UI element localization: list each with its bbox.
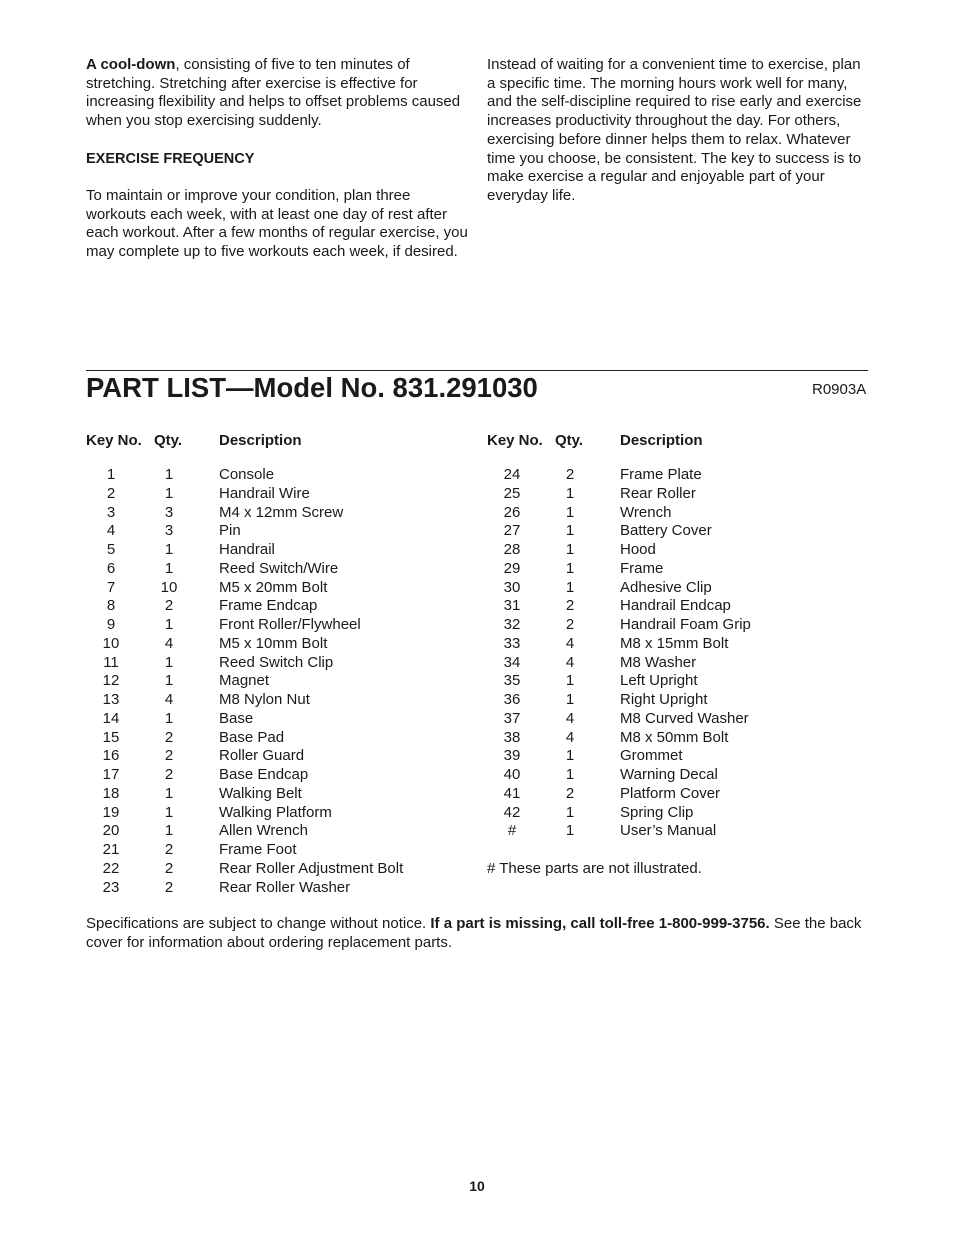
description-cell: Grommet — [620, 747, 683, 765]
key-no-cell: 9 — [106, 616, 116, 633]
qty-cell: 1 — [164, 559, 174, 577]
qty-cell: 1 — [164, 803, 174, 821]
qty-cell: 1 — [164, 709, 174, 727]
key-no-cell: 10 — [102, 634, 120, 652]
description-cell: Walking Belt — [219, 784, 302, 802]
frequency-paragraph: To maintain or improve your condition, plan three workouts each week, with at least one day of rest after each workout. After a few months of regular exercise, you may complete up to five workouts each week, if desired. — [86, 186, 468, 260]
qty-cell: 4 — [565, 728, 575, 746]
key-no-cell: 6 — [106, 559, 116, 577]
qty-cell: 1 — [164, 653, 174, 671]
description-cell: Allen Wrench — [219, 822, 308, 840]
qty-cell: 1 — [565, 691, 575, 708]
key-no-cell: 29 — [503, 559, 521, 577]
description-cell: Console — [219, 466, 275, 483]
qty-cell: 1 — [164, 616, 174, 633]
key-no-cell: 3 — [106, 503, 116, 521]
qty-cell: 2 — [164, 597, 174, 615]
description-cell: Frame Foot — [219, 841, 297, 858]
qty-cell: 1 — [565, 672, 575, 690]
key-no-cell: 15 — [102, 728, 120, 746]
key-no-cell: 8 — [106, 597, 116, 615]
qty-cell: 1 — [565, 484, 575, 502]
key-no-cell: 19 — [102, 803, 120, 821]
qty-cell: 4 — [565, 653, 575, 671]
description-cell: Warning Decal — [620, 766, 718, 783]
key-no-cell: 21 — [102, 841, 120, 858]
part-list-title: PART LIST—Model No. 831.291030 — [86, 372, 538, 403]
description-cell: Battery Cover — [620, 522, 712, 540]
not-illustrated-note: # These parts are not illustrated. — [487, 860, 702, 877]
description-cell: M8 x 50mm Bolt — [620, 728, 729, 746]
description-cell: Platform Cover — [620, 784, 721, 802]
qty-cell: 2 — [565, 616, 575, 633]
description-cell: M4 x 12mm Screw — [219, 503, 344, 521]
qty-cell: 1 — [565, 541, 575, 558]
key-no-cell: 28 — [503, 541, 521, 558]
key-no-cell: 27 — [503, 522, 521, 540]
description-cell: Frame — [620, 559, 664, 577]
key-no-cell: 13 — [102, 691, 120, 708]
key-no-cell: 20 — [102, 822, 120, 840]
key-no-cell: 4 — [106, 522, 116, 540]
description-cell: Magnet — [219, 672, 270, 690]
description-cell: M8 Washer — [620, 653, 697, 671]
key-no-cell: 32 — [503, 616, 521, 633]
description-cell: Reed Switch Clip — [219, 653, 334, 671]
key-no-cell: 41 — [503, 784, 521, 802]
cooldown-text: , consisting of five to ten minutes of stretching. Stretching after exercise is effective for increasing flexibility and helps to offset problems caused when you stop exercising suddenly. — [86, 56, 461, 130]
key-no-cell: 38 — [503, 728, 521, 746]
key-no-cell: 35 — [503, 672, 521, 690]
exercise-frequency-heading: EXERCISE FREQUENCY — [86, 150, 255, 167]
key-no-cell: 40 — [503, 766, 521, 783]
qty-cell: 3 — [164, 503, 174, 521]
key-no-cell: 26 — [503, 503, 521, 521]
qty-cell: 2 — [565, 784, 575, 802]
key-no-cell: 36 — [503, 691, 521, 708]
qty-cell: 2 — [565, 466, 575, 483]
key-no-cell: 31 — [503, 597, 521, 615]
description-cell: User’s Manual — [620, 822, 717, 840]
key-no-cell: 17 — [102, 766, 120, 783]
qty-cell: 3 — [164, 522, 174, 540]
qty-cell: 1 — [565, 578, 575, 596]
key-no-cell: # — [507, 822, 517, 840]
description-cell: Handrail — [219, 541, 275, 558]
key-no-cell: 42 — [503, 803, 521, 821]
key-no-cell: 25 — [503, 484, 521, 502]
qty-cell: 4 — [164, 634, 174, 652]
qty-cell: 10 — [160, 578, 178, 596]
key-no-cell: 7 — [106, 578, 116, 596]
key-no-cell: 33 — [503, 634, 521, 652]
description-cell: Adhesive Clip — [620, 578, 712, 596]
description-header: Description — [219, 432, 302, 449]
qty-cell: 1 — [164, 822, 174, 840]
description-cell: M8 x 15mm Bolt — [620, 634, 729, 652]
key-no-cell: 18 — [102, 784, 120, 802]
description-cell: M5 x 20mm Bolt — [219, 578, 328, 596]
description-cell: Hood — [620, 541, 656, 558]
cooldown-term: A cool-down — [86, 56, 176, 73]
description-cell: Rear Roller Washer — [219, 878, 351, 896]
qty-cell: 1 — [565, 803, 575, 821]
qty-cell: 2 — [164, 728, 174, 746]
description-cell: Frame Endcap — [219, 597, 318, 615]
key-no-cell: 34 — [503, 653, 521, 671]
description-cell: Pin — [219, 522, 241, 540]
description-cell: Reed Switch/Wire — [219, 559, 339, 577]
description-header: Description — [620, 432, 703, 449]
description-cell: Roller Guard — [219, 747, 305, 765]
intro-left-column — [86, 56, 471, 262]
description-cell: Spring Clip — [620, 803, 694, 821]
qty-cell: 1 — [164, 784, 174, 802]
intro-right-column — [487, 56, 872, 206]
description-cell: Base — [219, 709, 254, 727]
qty-cell: 2 — [164, 747, 174, 765]
description-cell: Left Upright — [620, 672, 698, 690]
key-no-cell: 16 — [102, 747, 120, 765]
qty-header: Qty. — [154, 432, 183, 449]
key-no-cell: 39 — [503, 747, 521, 765]
specifications-notice — [86, 914, 868, 952]
qty-cell: 1 — [565, 766, 575, 783]
description-cell: M5 x 10mm Bolt — [219, 634, 328, 652]
qty-cell: 1 — [164, 466, 174, 483]
description-cell: Rear Roller — [620, 484, 696, 502]
qty-cell: 1 — [565, 747, 575, 765]
qty-cell: 1 — [565, 822, 575, 840]
key-no-cell: 24 — [503, 466, 521, 483]
qty-cell: 1 — [164, 484, 174, 502]
description-cell: Handrail Endcap — [620, 597, 731, 615]
qty-cell: 1 — [565, 559, 575, 577]
qty-cell: 1 — [164, 672, 174, 690]
document-code: R0903A — [812, 381, 867, 398]
key-no-cell: 2 — [106, 484, 116, 502]
qty-cell: 2 — [164, 859, 174, 877]
description-cell: Wrench — [620, 503, 672, 521]
description-cell: Front Roller/Flywheel — [219, 616, 361, 633]
qty-cell: 1 — [565, 522, 575, 540]
key-no-cell: 5 — [106, 541, 116, 558]
qty-header: Qty. — [555, 432, 584, 449]
description-cell: M8 Curved Washer — [620, 709, 749, 727]
description-cell: Right Upright — [620, 691, 708, 708]
qty-cell: 4 — [164, 691, 174, 708]
qty-cell: 2 — [164, 766, 174, 783]
qty-cell: 2 — [164, 878, 174, 896]
description-cell: Handrail Foam Grip — [620, 616, 751, 633]
spec-text: Specifications are subject to change without notice. — [86, 915, 431, 932]
key-no-cell: 30 — [503, 578, 521, 596]
key-no-cell: 37 — [503, 709, 521, 727]
description-cell: Base Pad — [219, 728, 285, 746]
key-no-cell: 22 — [102, 859, 120, 877]
qty-cell: 1 — [164, 541, 174, 558]
qty-cell: 2 — [565, 597, 575, 615]
missing-part-phone: If a part is missing, call toll-free 1-800-999-3756. — [430, 915, 770, 932]
key-no-cell: 14 — [102, 709, 120, 727]
description-cell: Base Endcap — [219, 766, 309, 783]
description-cell: M8 Nylon Nut — [219, 691, 310, 708]
description-cell: Rear Roller Adjustment Bolt — [219, 859, 404, 877]
key-no-cell: 12 — [102, 672, 120, 690]
key-no-header: Key No. — [86, 432, 142, 449]
key-no-cell: 11 — [103, 653, 119, 671]
key-no-cell: 23 — [102, 878, 120, 896]
qty-cell: 2 — [164, 841, 174, 858]
cooldown-paragraph — [86, 56, 471, 131]
spec-text-end: See the back cover for information about ordering replacement parts. — [86, 915, 862, 951]
key-no-cell: 1 — [106, 466, 116, 483]
description-cell: Frame Plate — [620, 466, 702, 483]
qty-cell: 4 — [565, 634, 575, 652]
description-cell: Walking Platform — [219, 803, 332, 821]
schedule-paragraph: Instead of waiting for a convenient time to exercise, plan a specific time. The morning hours work well for many, and the self-discipline required to rise early and exercise increases productivity throughout the day. For others, exercising before dinner helps them to relax. Whatever time you choose, be consistent. The key to success is to make exercise a regular and enjoyable part of your everyday life. — [487, 56, 862, 204]
qty-cell: 4 — [565, 709, 575, 727]
page-number: 10 — [469, 1178, 485, 1194]
qty-cell: 1 — [565, 503, 575, 521]
key-no-header: Key No. — [487, 432, 543, 449]
description-cell: Handrail Wire — [219, 484, 310, 502]
